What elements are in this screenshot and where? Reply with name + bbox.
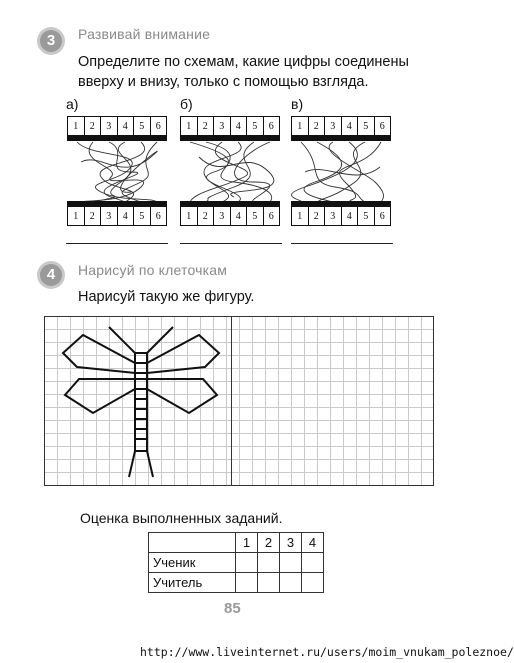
task-number-badge: 3 (40, 30, 62, 52)
scheme-c (291, 116, 391, 226)
answer-line-b[interactable] (180, 243, 282, 244)
task-title: Развивай внимание (78, 26, 211, 42)
digit: 5 (358, 117, 375, 135)
scheme-bottom-digits (291, 206, 391, 226)
score-cell[interactable] (258, 573, 280, 593)
grid-divider (231, 317, 232, 485)
digit: 6 (268, 120, 274, 132)
digit: 4 (231, 207, 248, 225)
drawing-grid (44, 316, 434, 486)
digit: 6 (379, 210, 385, 222)
digit: 4 (118, 207, 135, 225)
task-title: Нарисуй по клеточкам (78, 262, 228, 278)
tangled-lines (295, 142, 387, 202)
table-row (149, 573, 324, 593)
scheme-top-digits (291, 116, 391, 136)
digit: 4 (342, 117, 359, 135)
answer-line-c[interactable] (291, 243, 393, 244)
digit: 6 (155, 210, 161, 222)
footer-url[interactable]: http://www.liveinternet.ru/users/moim_vnukam_poleznoe/ (140, 645, 514, 659)
scheme-bar (67, 136, 167, 141)
digit: 3 (325, 207, 342, 225)
digit: 6 (268, 210, 274, 222)
digit: 5 (247, 117, 264, 135)
score-cell[interactable] (302, 553, 324, 573)
digit: 1 (68, 207, 85, 225)
digit: 2 (85, 117, 102, 135)
column-header: 4 (302, 533, 324, 553)
score-cell[interactable] (258, 553, 280, 573)
digit: 3 (214, 207, 231, 225)
score-cell[interactable] (236, 573, 258, 593)
digit: 6 (379, 120, 385, 132)
digit: 4 (342, 207, 359, 225)
row-label: Учитель (149, 573, 236, 593)
digit: 3 (101, 117, 118, 135)
digit: 4 (118, 117, 135, 135)
digit: 4 (231, 117, 248, 135)
evaluation-table (148, 532, 324, 593)
digit: 3 (101, 207, 118, 225)
answer-line-a[interactable] (66, 243, 168, 244)
table-row (149, 533, 324, 553)
page-number: 85 (224, 600, 241, 617)
table-cell (149, 533, 236, 553)
tangled-lines (184, 142, 276, 202)
digit: 2 (309, 207, 326, 225)
digit: 1 (292, 207, 309, 225)
column-header: 3 (280, 533, 302, 553)
digit: 1 (68, 117, 85, 135)
score-cell[interactable] (236, 553, 258, 573)
scheme-label: в) (291, 96, 304, 112)
digit: 5 (134, 207, 151, 225)
digit: 5 (247, 207, 264, 225)
task-instruction-line1: Определите по схемам, какие цифры соединены (78, 54, 409, 70)
table-row (149, 553, 324, 573)
digit: 2 (309, 117, 326, 135)
digit: 5 (134, 117, 151, 135)
column-header: 1 (236, 533, 258, 553)
task-number-badge: 4 (40, 264, 62, 286)
score-cell[interactable] (302, 573, 324, 593)
scheme-bottom-digits (180, 206, 280, 226)
scheme-top-digits (180, 116, 280, 136)
task-instruction: Нарисуй такую же фигуру. (78, 289, 255, 305)
scheme-b (180, 116, 280, 226)
scheme-label: а) (66, 96, 79, 112)
scheme-label: б) (180, 96, 193, 112)
digit: 2 (198, 117, 215, 135)
digit: 2 (85, 207, 102, 225)
row-label: Ученик (149, 553, 236, 573)
digit: 1 (181, 117, 198, 135)
scheme-bottom-digits (67, 206, 167, 226)
digit: 3 (325, 117, 342, 135)
digit: 1 (292, 117, 309, 135)
column-header: 2 (258, 533, 280, 553)
digit: 1 (181, 207, 198, 225)
digit: 6 (155, 120, 161, 132)
digit: 2 (198, 207, 215, 225)
tangled-lines (71, 142, 163, 202)
scheme-a (67, 116, 167, 226)
scheme-bar (180, 136, 280, 141)
digit: 3 (214, 117, 231, 135)
score-cell[interactable] (280, 573, 302, 593)
scheme-bar (291, 136, 391, 141)
score-cell[interactable] (280, 553, 302, 573)
evaluation-title: Оценка выполненных заданий. (80, 510, 283, 526)
task-instruction-line2: вверху и внизу, только с помощью взгляда. (78, 74, 369, 90)
digit: 5 (358, 207, 375, 225)
scheme-top-digits (67, 116, 167, 136)
dragonfly-figure (45, 317, 231, 487)
